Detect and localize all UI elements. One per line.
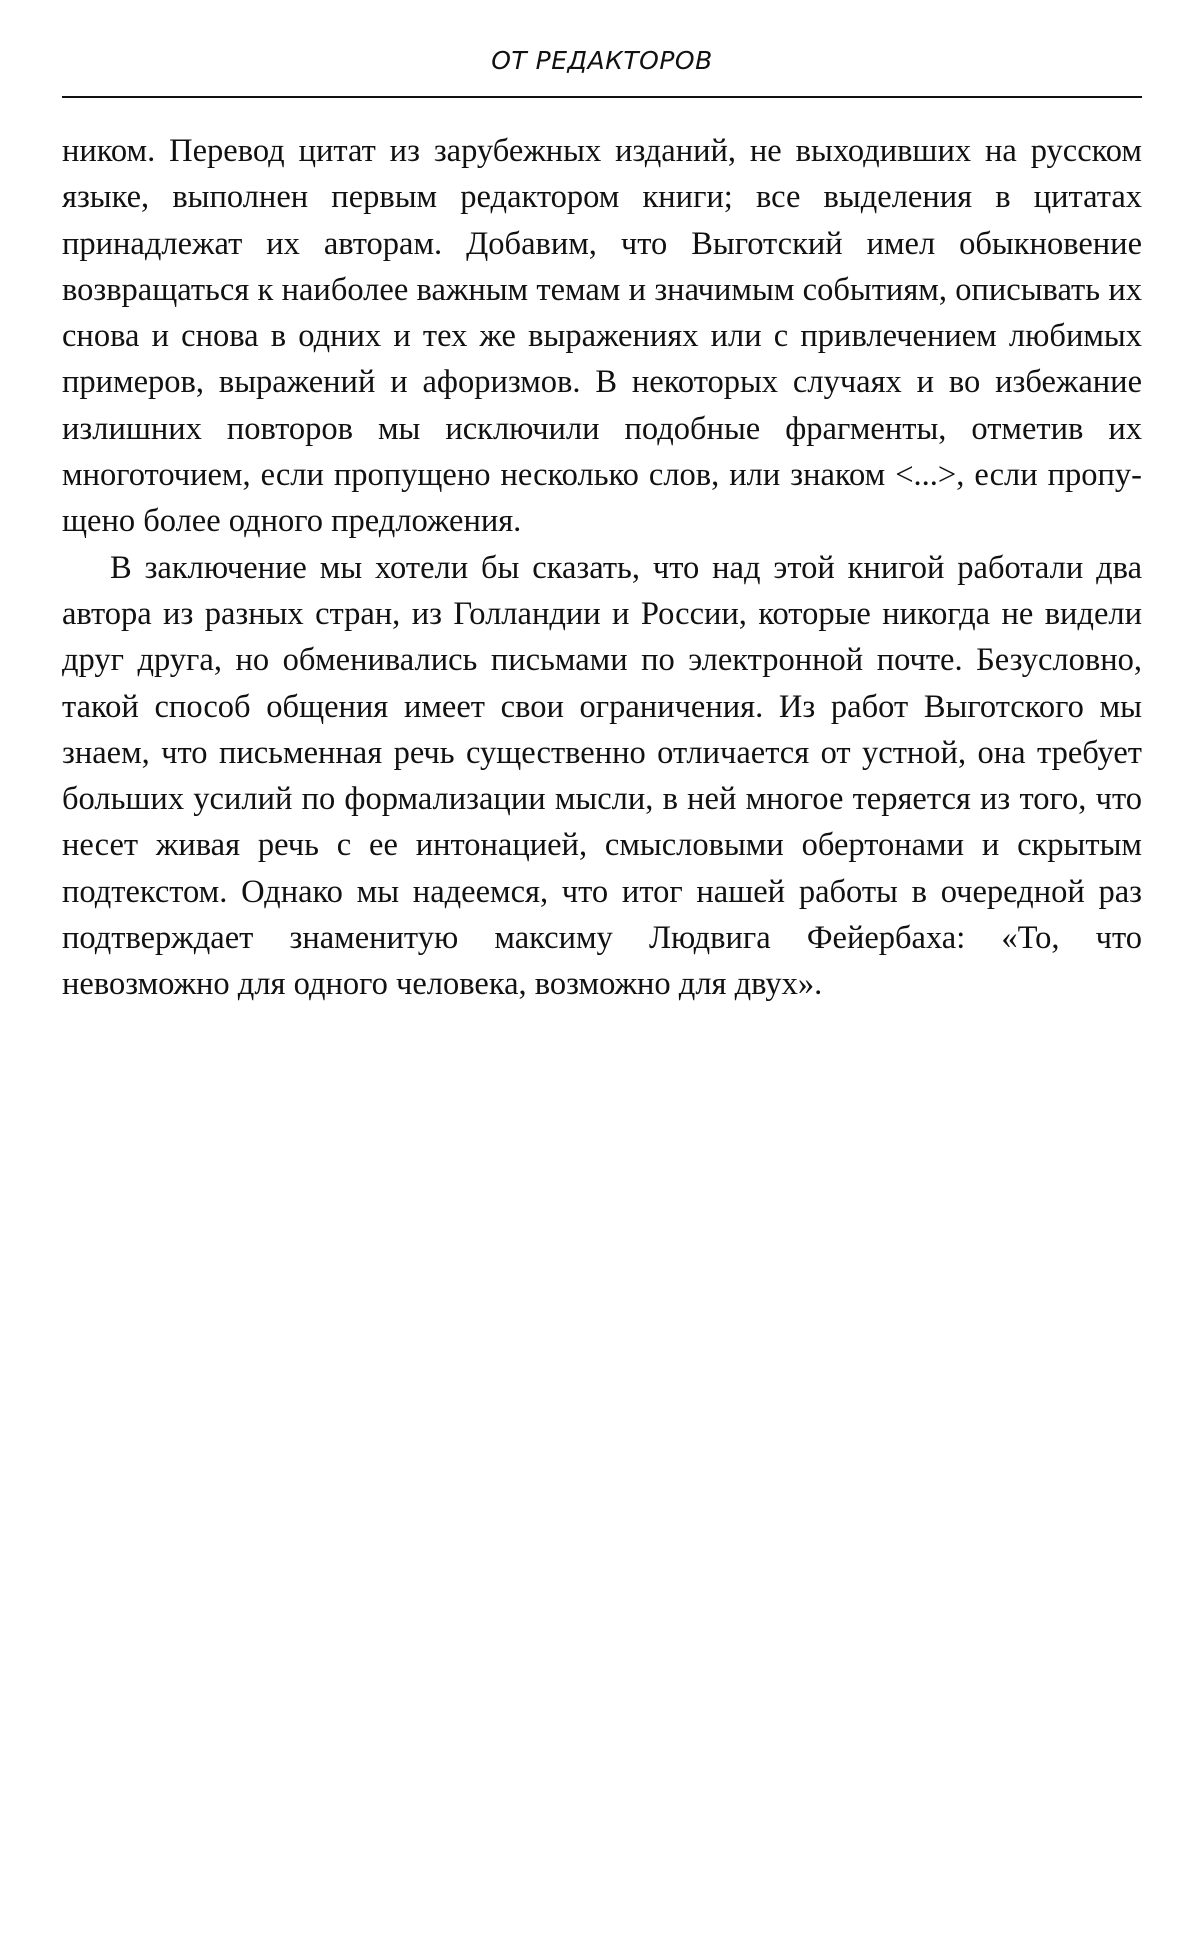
- header-rule: [62, 96, 1142, 98]
- running-head: ОТ РЕДАКТОРОВ: [491, 46, 713, 75]
- body-text: [62, 128, 1142, 1008]
- paragraph-2: В заключение мы хотели бы сказать, что над этой книгой работали два автора из разных стран, из Голландии и России, которые никогда не видели друг друга, но обменивались письмами по электронной почте. Безусловно, такой способ общения имеет свои ограничения. Из работ Выготского мы знаем, что письменная речь существенно отличается от устной, она требует больших усилий по формализации мысли, в ней многое теряется из того, что несет живая речь с ее интонацией, смысловыми обертонами и скрытым подтекстом. Однако мы надеемся, что итог нашей работы в очередной раз подтверждает знаменитую максиму Людвига Фейербаха: «То, что невозможно для одного человека, возможно для двух».: [62, 549, 1142, 1003]
- paragraph-1: ником. Перевод цитат из зарубежных изданий, не выходивших на русском языке, выполнен первым редактором книги; все выделения в цитатах принадлежат их авторам. Добавим, что Выготский имел обыкновение возвращаться к наиболее важным темам и значимым событиям, описывать их снова и снова в одних и тех же выражениях или с привлечением любимых примеров, выражений и афоризмов. В некоторых случаях и во избежание излишних повторов мы исключили подобные фрагменты, отметив их многоточием, если пропущено несколько слов, или знаком <...>, если пропущено более одного предложения.: [62, 133, 1142, 540]
